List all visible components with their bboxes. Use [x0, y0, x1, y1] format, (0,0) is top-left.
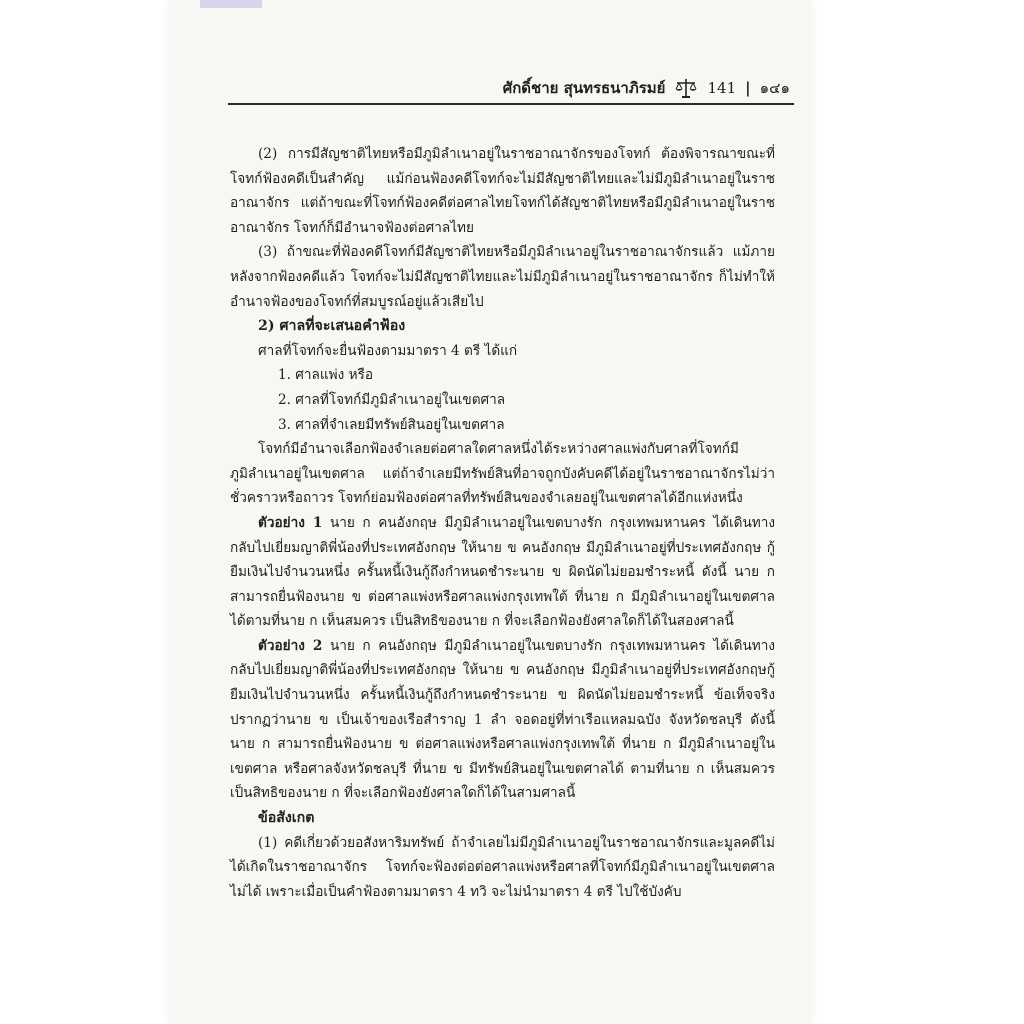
observation-heading: ข้อสังเกต [258, 810, 315, 827]
section-intro: ศาลที่โจทก์จะยื่นฟ้องตามมาตรา 4 ตรี ได้แก่ [258, 342, 518, 359]
paragraph-3: (3) ถ้าขณะที่ฟ้องคดีโจทก์มีสัญชาติไทยหรือมีภูมิลำเนาอยู่ในราชอาณาจักรแล้ว แม้ภายหลังจากฟ้องคดีแล้ว โจทก์จะไม่มีสัญชาติไทยและไม่มีภูมิลำเนาอยู่ในราชอาณาจักร ก็ไม่ทำให้อำนาจฟ้องของโจทก์ที่สมบูรณ์อยู่แล้วเสียไป [230, 244, 775, 310]
example-2-label: ตัวอย่าง 2 [258, 637, 323, 654]
observation-1: (1) คดีเกี่ยวด้วยอสังหาริมทรัพย์ ถ้าจำเลยไม่มีภูมิลำเนาอยู่ในราชอาณาจักรและมูลคดีไม่ได้เกิดในราชอาณาจักร โจทก์จะฟ้องต่อต่อศาลแพ่งหรือศาลที่โจทก์มีภูมิลำเนาอยู่ในเขตศาลไม่ได้ เพราะเมื่อเป็นคำฟ้องตามมาตรา 4 ทวิ จะไม่นำมาตรา 4 ตรี ไปใช้บังคับ [230, 834, 775, 900]
header-author: ศักดิ์ชาย สุนทรธนาภิรมย์ [502, 79, 666, 97]
book-page [170, 0, 810, 1024]
paragraph-jurisdiction: โจทก์มีอำนาจเลือกฟ้องจำเลยต่อศาลใดศาลหนึ่งได้ระหว่างศาลแพ่งกับศาลที่โจทก์มีภูมิลำเนาอยู่ในเขตศาล แต่ถ้าจำเลยมีทรัพย์สินที่อาจถูกบังคับคดีได้อยู่ในราชอาณาจักรไม่ว่าชั่วคราวหรือถาวร โจทก์ย่อมฟ้องต่อศาลที่ทรัพย์สินของจำเลยอยู่ในเขตศาลได้อีกแห่งหนึ่ง [230, 441, 775, 507]
example-1 [230, 511, 775, 634]
page-body [230, 142, 775, 904]
running-header [230, 73, 790, 103]
court-list [230, 363, 775, 437]
example-1-text: นาย ก คนอังกฤษ มีภูมิลำเนาอยู่ในเขตบางรัก กรุงเทพมหานคร ได้เดินทางกลับไปเยี่ยมญาติพี่น้องที่ประเทศอังกฤษ ให้นาย ข คนอังกฤษ มีภูมิลำเนาอยู่ที่ประเทศอังกฤษ กู้ยืมเงินไปจำนวนหนึ่ง ครั้นหนี้เงินกู้ถึงกำหนดชำระนาย ข ผิดนัดไม่ยอมชำระหนี้ ดังนี้ นาย ก สามารถยื่นฟ้องนาย ข ต่อศาลแพ่งหรือศาลแพ่งกรุงเทพใต้ ที่นาย ก มีภูมิลำเนาอยู่ในเขตศาลได้ตามที่นาย ก เห็นสมควร เป็นสิทธิของนาย ก ที่จะเลือกฟ้องยังศาลใดก็ได้ในสองศาลนี้ [230, 514, 775, 630]
list-item: 3. ศาลที่จำเลยมีทรัพย์สินอยู่ในเขตศาล [278, 416, 505, 433]
header-divider: | [745, 79, 751, 97]
header-rule [228, 103, 794, 105]
scales-of-justice-icon [674, 77, 698, 99]
list-item: 1. ศาลแพ่ง หรือ [278, 367, 373, 384]
example-2 [230, 634, 775, 806]
page-tab-marker [200, 0, 262, 8]
section-heading: 2) ศาลที่จะเสนอคำฟ้อง [258, 318, 406, 335]
example-2-text: นาย ก คนอังกฤษ มีภูมิลำเนาอยู่ในเขตบางรัก กรุงเทพมหานคร ได้เดินทางกลับไปเยี่ยมญาติพี่น้องที่ประเทศอังกฤษ ให้นาย ข คนอังกฤษ มีภูมิลำเนาอยู่ที่ประเทศอังกฤษกู้ยืมเงินไปจำนวนหนึ่ง ครั้นหนี้เงินกู้ถึงกำหนดชำระนาย ข ผิดนัดไม่ยอมชำระหนี้ ข้อเท็จจริงปรากฏว่านาย ข เป็นเจ้าของเรือสำราญ 1 ลำ จอดอยู่ที่ท่าเรือแหลมฉบัง จังหวัดชลบุรี ดังนี้ นาย ก สามารถยื่นฟ้องนาย ข ต่อศาลแพ่งหรือศาลแพ่งกรุงเทพใต้ ที่นาย ก มีภูมิลำเนาอยู่ในเขตศาล หรือศาลจังหวัดชลบุรี ที่นาย ข มีทรัพย์สินอยู่ในเขตศาลได้ ตามที่นาย ก เห็นสมควร เป็นสิทธิของนาย ก ที่จะเลือกฟ้องยังศาลใดก็ได้ในสามศาลนี้ [230, 637, 775, 802]
paragraph-2: (2) การมีสัญชาติไทยหรือมีภูมิลำเนาอยู่ในราชอาณาจักรของโจทก์ ต้องพิจารณาขณะที่โจทก์ฟ้องคดีเป็นสำคัญ แม้ก่อนฟ้องคดีโจทก์จะไม่มีสัญชาติไทยและไม่มีภูมิลำเนาอยู่ในราชอาณาจักร แต่ถ้าขณะที่โจทก์ฟ้องคดีต่อศาลไทยโจทก์ได้สัญชาติไทยหรือมีภูมิลำเนาอยู่ในราชอาณาจักร โจทก์ก็มีอำนาจฟ้องต่อศาลไทย [230, 146, 775, 236]
list-item: 2. ศาลที่โจทก์มีภูมิลำเนาอยู่ในเขตศาล [278, 391, 506, 408]
example-1-label: ตัวอย่าง 1 [258, 514, 323, 531]
page-number-arabic: 141 [707, 79, 737, 97]
page-number-thai: ๑๔๑ [759, 79, 790, 97]
